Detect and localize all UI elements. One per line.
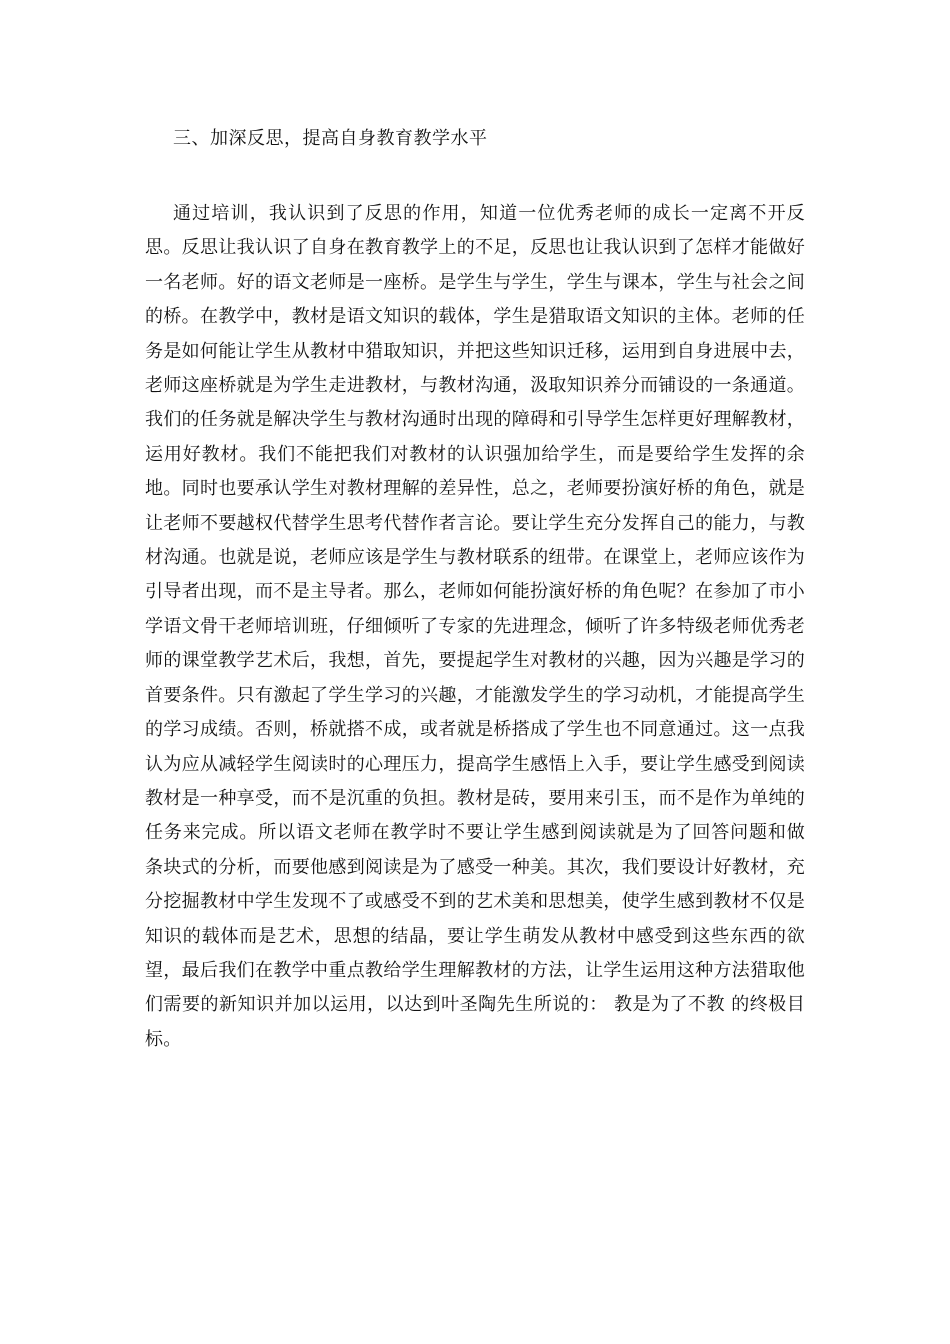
body-paragraph: 通过培训，我认识到了反思的作用，知道一位优秀老师的成长一定离不开反思。反思让我认识了自身在教育教学上的不足，反思也让我认识到了怎样才能做好一名老师。好的语文老师是一座桥。是学生与学生，学生与课本，学生与社会之间的桥。在教学中，教材是语文知识的载体，学生是猎取语文知识的主体。老师的任务是如何能让学生从教材中猎取知识，并把这些知识迁移，运用到自身进展中去，老师这座桥就是为学生走进教材，与教材沟通，汲取知识养分而铺设的一条通道。我们的任务就是解决学生与教材沟通时出现的障碍和引导学生怎样更好理解教材，运用好教材。我们不能把我们对教材的认识强加给学生，而是要给学生发挥的余地。同时也要承认学生对教材理解的差异性，总之，老师要扮演好桥的角色，就是让老师不要越权代替学生思考代替作者言论。要让学生充分发挥自己的能力，与教材沟通。也就是说，老师应该是学生与教材联系的纽带。在课堂上，老师应该作为引导者出现，而不是主导者。那么，老师如何能扮演好桥的角色呢？在参加了市小学语文骨干老师培训班，仔细倾听了专家的先进理念，倾听了许多特级老师优秀老师的课堂教学艺术后，我想，首先，要提起学生对教材的兴趣，因为兴趣是学习的首要条件。只有激起了学生学习的兴趣，才能激发学生的学习动机，才能提高学生的学习成绩。否则，桥就搭不成，或者就是桥搭成了学生也不同意通过。这一点我认为应从减轻学生阅读时的心理压力，提高学生感悟上入手，要让学生感受到阅读教材是一种享受，而不是沉重的负担。教材是砖，要用来引玉，而不是作为单纯的任务来完成。所以语文老师在教学时不要让学生感到阅读就是为了回答问题和做 条块式的分析，而要他感到阅读是为了感受一种美。其次，我们要设计好教材，充分挖掘教材中学生发现不了或感受不到的艺术美和思想美，使学生感到教材不仅是知识的载体而是艺术，思想的结晶，要让学生萌发从教材中感受到这些东西的欲望，最后我们在教学中重点教给学生理解教材的方法，让学生运用这种方法猎取他们需要的新知识并加以运用，以达到叶圣陶先生所说的： 教是为了不教 的终极目标。 — [145, 203, 805, 1050]
section-heading: 三、加深反思，提高自身教育教学水平 — [173, 128, 488, 149]
